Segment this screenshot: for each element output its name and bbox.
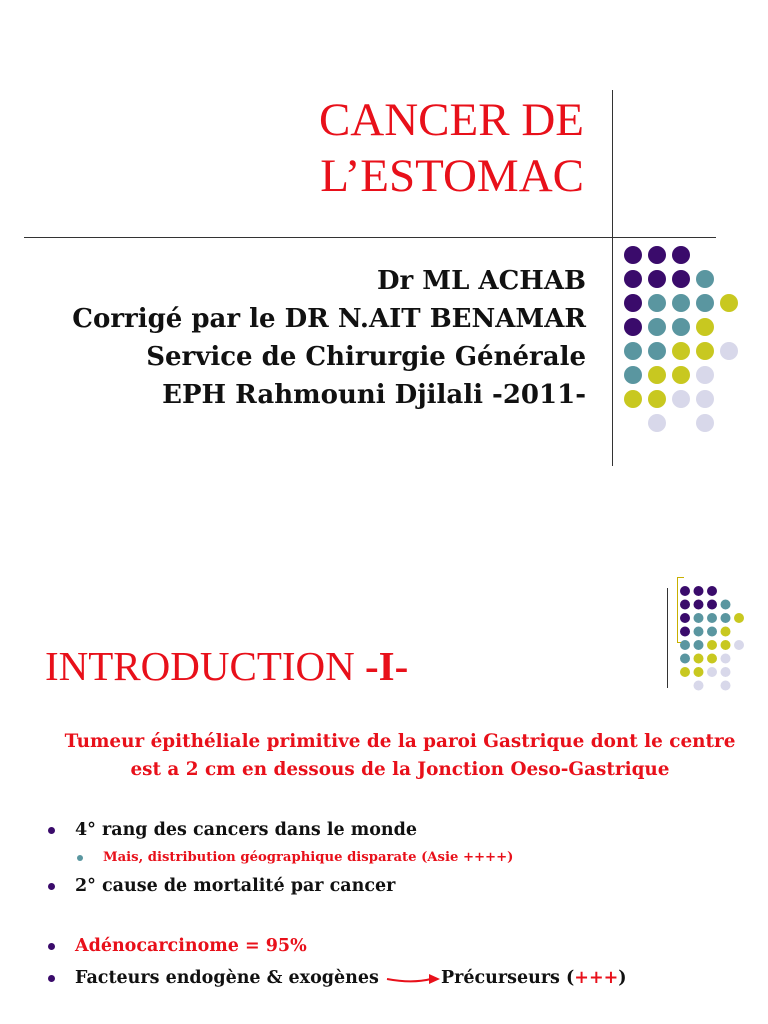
list-item — [75, 818, 417, 842]
decorative-dot — [707, 613, 717, 623]
author-name: Dr ML ACHAB — [377, 266, 586, 296]
decorative-dot — [624, 366, 642, 384]
decorative-dot — [672, 390, 690, 408]
decorative-dot — [672, 318, 690, 336]
vertical-divider-small — [667, 588, 668, 688]
hospital: EPH Rahmouni Djilali -2011- — [162, 380, 586, 410]
decorative-dot — [720, 342, 738, 360]
decorative-dot — [707, 640, 717, 650]
decorative-dot — [648, 270, 666, 288]
decorative-dot — [734, 613, 744, 623]
slide-title — [319, 92, 584, 204]
decorative-dot — [624, 246, 642, 264]
decorative-dot — [707, 667, 717, 677]
decorative-dot — [721, 613, 731, 623]
decorative-dot — [721, 667, 731, 677]
decorative-dot — [680, 586, 690, 596]
horizontal-divider — [24, 237, 716, 238]
decorative-dot — [694, 586, 704, 596]
decorative-dot — [696, 342, 714, 360]
decorative-dot — [624, 318, 642, 336]
decorative-dot — [648, 366, 666, 384]
decorative-dot — [696, 270, 714, 288]
bullet-dot — [48, 975, 55, 982]
precursors-text — [441, 966, 627, 990]
bullet-dot — [48, 943, 55, 950]
decorative-dot-grid — [624, 246, 748, 446]
decorative-dot — [672, 246, 690, 264]
decorative-dot — [696, 390, 714, 408]
decorative-dot — [694, 667, 704, 677]
decorative-dot — [694, 600, 704, 610]
decorative-dot — [648, 246, 666, 264]
decorative-dot — [721, 681, 731, 691]
precursors-marks: +++ — [574, 968, 619, 988]
decorative-dot — [680, 613, 690, 623]
decorative-dot — [680, 640, 690, 650]
section-title-number: -I- — [365, 643, 409, 689]
bullet-dot — [77, 855, 83, 861]
decorative-dot — [720, 294, 738, 312]
decorative-dot — [648, 342, 666, 360]
decorative-dot — [694, 613, 704, 623]
decorative-dot — [672, 342, 690, 360]
precursors-close: ) — [618, 968, 627, 988]
decorative-dot — [721, 600, 731, 610]
arrow-right-icon — [385, 972, 441, 986]
list-subitem-text: Mais, distribution géographique disparate (Asie ++++) — [103, 850, 514, 865]
list-item — [75, 874, 395, 898]
decorative-dot — [680, 654, 690, 664]
title-line-2: L’ESTOMAC — [320, 150, 584, 202]
decorative-dot — [707, 627, 717, 637]
list-item-text: 2° cause de mortalité par cancer — [75, 876, 396, 896]
definition-line-2: est a 2 cm en dessous de la Jonction Oeso-Gastrique — [130, 759, 670, 780]
decorative-dot — [648, 318, 666, 336]
decorative-dot — [696, 318, 714, 336]
decorative-dot — [694, 681, 704, 691]
decorative-dot — [721, 627, 731, 637]
bullet-dot — [48, 883, 55, 890]
list-subitem — [103, 848, 513, 868]
decorative-dot — [680, 600, 690, 610]
definition-line-1: Tumeur épithéliale primitive de la paroi Gastrique dont le centre — [64, 731, 736, 752]
decorative-dot — [648, 414, 666, 432]
list-item-text: Facteurs endogène & exogènes — [75, 968, 379, 988]
corrected-by: Corrigé par le DR N.AIT BENAMAR — [72, 304, 586, 334]
decorative-dot — [696, 366, 714, 384]
list-item-text: 4° rang des cancers dans le monde — [75, 820, 418, 840]
section-title — [45, 640, 408, 692]
vertical-divider — [612, 90, 613, 466]
decorative-dot — [624, 342, 642, 360]
decorative-dot — [721, 654, 731, 664]
decorative-dot — [648, 390, 666, 408]
decorative-dot — [734, 640, 744, 650]
list-item-text: Adénocarcinome = 95% — [75, 936, 307, 956]
decorative-dot — [648, 294, 666, 312]
decorative-dot — [707, 654, 717, 664]
decorative-dot — [694, 640, 704, 650]
section-title-text: INTRODUCTION — [45, 643, 365, 689]
decorative-dot — [680, 627, 690, 637]
decorative-dot — [624, 270, 642, 288]
bullet-dot — [48, 827, 55, 834]
decorative-dot — [707, 586, 717, 596]
decorative-dot — [680, 667, 690, 677]
decorative-dot-grid-small — [680, 586, 758, 698]
list-item — [75, 966, 379, 990]
list-item — [75, 934, 307, 958]
decorative-dot — [721, 640, 731, 650]
precursors-label: Précurseurs ( — [441, 968, 575, 988]
department: Service de Chirurgie Générale — [146, 342, 586, 372]
decorative-dot — [672, 294, 690, 312]
title-line-1: CANCER DE — [318, 94, 584, 146]
decorative-dot — [624, 390, 642, 408]
decorative-dot — [707, 600, 717, 610]
decorative-dot — [672, 366, 690, 384]
decorative-dot — [696, 414, 714, 432]
decorative-dot — [624, 294, 642, 312]
decorative-dot — [696, 294, 714, 312]
decorative-dot — [694, 627, 704, 637]
definition-text — [30, 728, 768, 784]
decorative-dot — [672, 270, 690, 288]
decorative-dot — [694, 654, 704, 664]
author-block — [72, 262, 586, 414]
